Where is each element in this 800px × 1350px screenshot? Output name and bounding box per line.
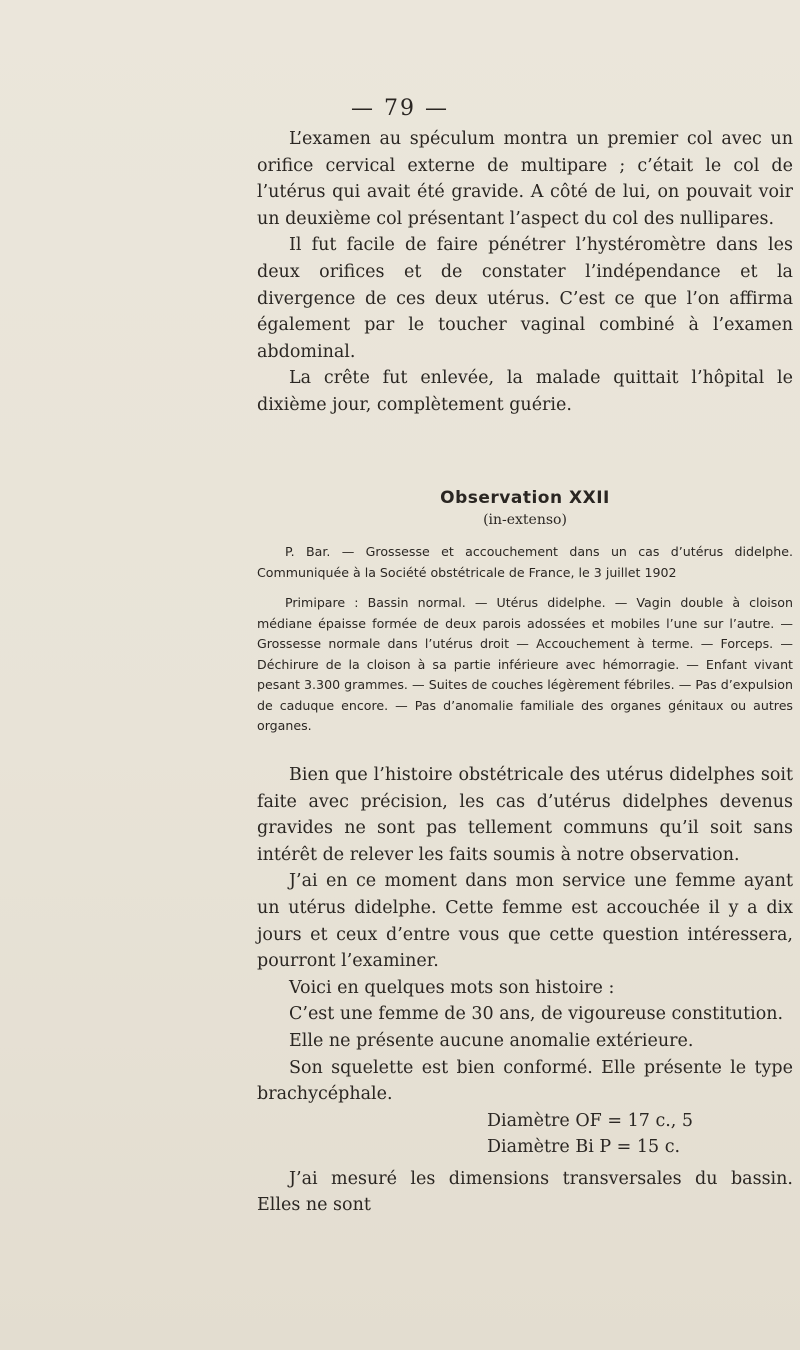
page-number: — 79 — bbox=[351, 96, 449, 121]
measurement-of: Diamètre OF = 17 c., 5 bbox=[487, 1110, 694, 1131]
paragraph: Elle ne présente aucune anomalie extérieure. bbox=[289, 1030, 694, 1051]
observation-subtitle: (in-extenso) bbox=[483, 512, 567, 528]
intro-text bbox=[257, 126, 793, 419]
paragraph: L’examen au spéculum montra un premier col avec un orifice cervical externe de multipare ; c’était le col de l’utérus qui avait été gravide. A côté de lui, on pouvait voir un deuxième col présentant l’aspect du col des nullipares. bbox=[257, 129, 793, 229]
observation-summary: Primipare : Bassin normal. — Utérus didelphe. — Vagin double à cloison médiane épaisse formée de deux parois adossées et mobiles l’une sur l’autre. — Grossesse normale dans l’utérus droit — Accouchement à terme. — Forceps. — Déchirure de la cloison à sa partie inférieure avec hémorragie. — Enfant vivant pesant 3.300 grammes. — Suites de couches légèrement fébriles. — Pas d’expulsion de caduque encore. — Pas d’anomalie familiale des organes génitaux ou autres organes. bbox=[257, 595, 793, 733]
observation-reference: P. Bar. — Grossesse et accouchement dans un cas d’utérus didelphe. Communiquée à la Société obstétricale de France, le 3 juillet 1902 bbox=[257, 544, 793, 580]
paragraph: Bien que l’histoire obstétricale des utérus didelphes soit faite avec précision, les cas d’utérus didelphes devenus gravides ne sont pas tellement communs qu’il soit sans intérêt de relever les faits soumis à notre observation. bbox=[257, 765, 793, 865]
measurement-bip: Diamètre Bi P = 15 c. bbox=[487, 1136, 681, 1157]
paragraph: J’ai en ce moment dans mon service une femme ayant un utérus didelphe. Cette femme est accouchée il y a dix jours et ceux d’entre vous que cette question intéressera, pourront l’examiner. bbox=[257, 871, 793, 972]
paragraph: Il fut facile de faire pénétrer l’hystéromètre dans les deux orifices et de constater l’indépendance et la divergence de ces deux utérus. C’est ce que l’on affirma également par le toucher vaginal combiné à l’examen abdominal. bbox=[257, 235, 793, 362]
main-text bbox=[257, 762, 793, 1219]
observation-notes bbox=[257, 542, 793, 737]
paragraph: J’ai mesuré les dimensions transversales du bassin. Elles ne sont bbox=[257, 1168, 793, 1216]
paragraph: C’est une femme de 30 ans, de vigoureuse constitution. bbox=[289, 1004, 784, 1025]
paragraph: Voici en quelques mots son histoire : bbox=[289, 977, 615, 998]
observation-heading bbox=[257, 488, 793, 528]
observation-title: Observation XXII bbox=[440, 488, 610, 508]
paragraph: La crête fut enlevée, la malade quittait l’hôpital le dixième jour, complètement guérie. bbox=[257, 368, 793, 415]
paragraph: Son squelette est bien conformé. Elle présente le type brachycéphale. bbox=[257, 1057, 793, 1105]
